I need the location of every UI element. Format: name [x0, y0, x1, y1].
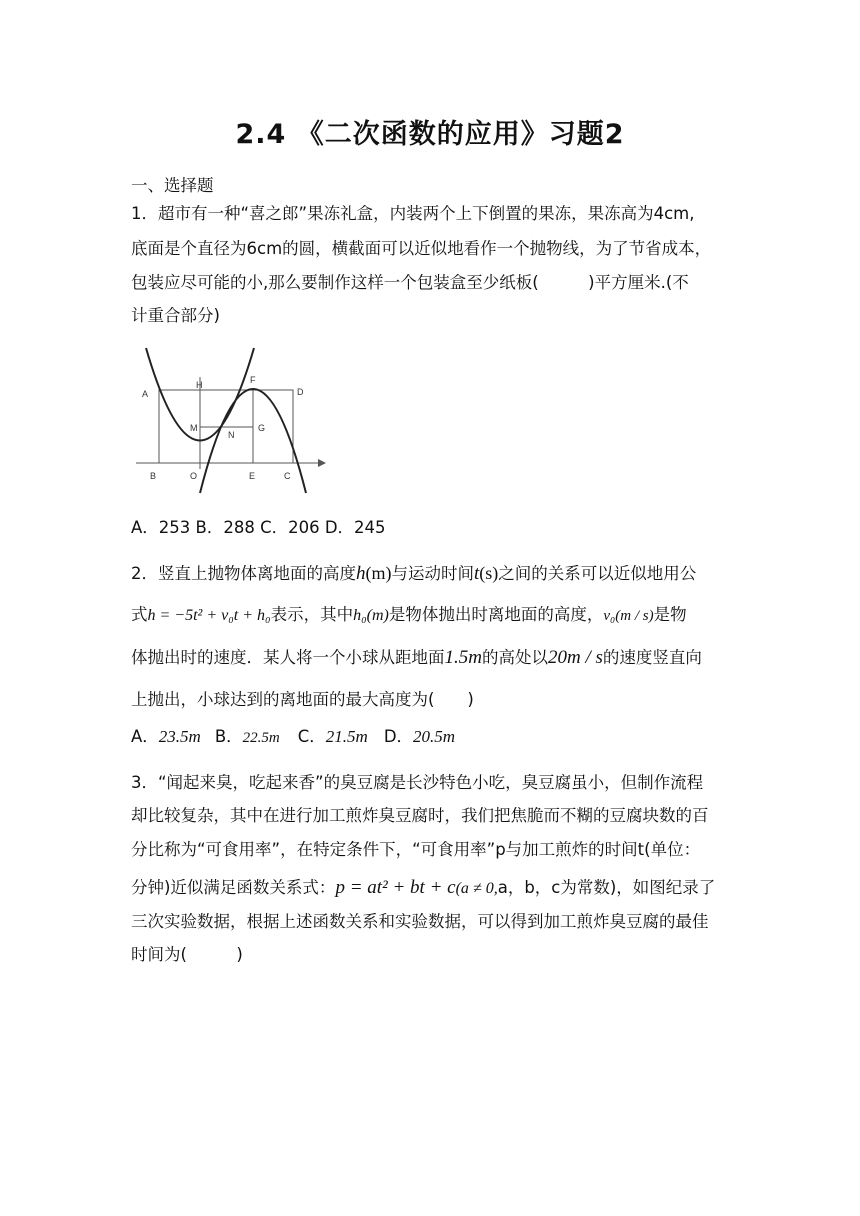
- q3-line-1: 3．“闻起来臭，吃起来香”的臭豆腐是长沙特色小吃，臭豆腐虽小，但制作流程: [131, 773, 704, 792]
- q2-text: 与运动时间: [391, 564, 474, 583]
- q2-line-3: [131, 648, 702, 668]
- q2-value-height: 1.5m: [444, 647, 482, 668]
- q2-line-2: [131, 605, 687, 626]
- q2-line-1: [131, 563, 696, 584]
- label-d: D: [297, 387, 304, 397]
- q2-v0: v₀(m / s): [603, 608, 654, 624]
- q2-text: 式: [131, 605, 148, 624]
- q3-condition: (a ≠ 0,: [455, 880, 498, 897]
- q2-text: 的速度竖直向: [602, 648, 702, 667]
- q3-line-5: 三次实验数据，根据上述函数关系和实验数据，可以得到加工煎炸臭豆腐的最佳: [131, 912, 709, 931]
- q3-text: 分钟)近似满足函数关系式：: [131, 878, 336, 897]
- q1-options: A．253 B．288 C．206 D．245: [131, 518, 386, 537]
- q2-text: 2．竖直上抛物体离地面的高度: [131, 564, 356, 583]
- q1-line-1: 1．超市有一种“喜之郎”果冻礼盒，内装两个上下倒置的果冻，果冻高为4cm,: [131, 204, 695, 223]
- q2-option-a-value: 23.5m: [158, 727, 201, 746]
- q2-symbol-h: h: [356, 563, 366, 584]
- q3-line-3: 分比称为“可食用率”，在特定条件下，“可食用率”p与加工煎炸的时间t(单位：: [131, 840, 701, 859]
- q2-line-4: 上抛出，小球达到的离地面的最大高度为( ): [131, 690, 474, 709]
- jelly-box-parabola-figure: [136, 345, 326, 495]
- q2-option-a-label: A．: [131, 727, 159, 746]
- q1-line-2: 底面是个直径为6cm的圆，横截面可以近似地看作一个抛物线，为了节省成本，: [131, 239, 712, 258]
- q2-option-d-label: D．: [383, 727, 414, 746]
- page-title: 2.4 《二次函数的应用》习题2: [235, 119, 625, 150]
- section-heading: 一、选择题: [131, 176, 214, 195]
- q1-line-3: 包装应尽可能的小,那么要制作这样一个包装盒至少纸板( )平方厘米.(不: [131, 273, 689, 292]
- q3-line-2: 却比较复杂，其中在进行加工煎炸臭豆腐时，我们把焦脆而不糊的豆腐块数的百: [131, 806, 709, 825]
- q2-option-b-value: 22.5m: [242, 730, 280, 746]
- label-n: N: [228, 430, 235, 440]
- q2-text: 是物体抛出时离地面的高度，: [388, 605, 604, 624]
- q2-symbol-t: t: [474, 563, 480, 584]
- q2-option-d-value: 20.5m: [413, 727, 456, 746]
- q3-line-4: [131, 878, 715, 899]
- q2-text: 体抛出时的速度．某人将一个小球从距地面: [131, 648, 445, 667]
- q2-unit-s: (s): [479, 563, 499, 583]
- label-c: C: [284, 471, 291, 481]
- q2-h0: h₀(m): [353, 607, 389, 624]
- q2-options: [131, 727, 455, 748]
- x-axis-arrow: [318, 459, 326, 467]
- label-b: B: [150, 471, 157, 481]
- q3-formula: p = at² + bt + c: [335, 877, 456, 898]
- q2-option-c-label: C．: [297, 727, 326, 746]
- label-f: F: [250, 375, 256, 385]
- q2-text: 的高处以: [481, 648, 548, 667]
- q2-option-b-label: B．: [214, 727, 243, 746]
- q2-unit-m: (m): [365, 563, 392, 583]
- q3-line-6: 时间为( ): [131, 945, 243, 964]
- q1-line-4: 计重合部分): [131, 306, 220, 325]
- q2-option-c-value: 21.5m: [325, 727, 368, 746]
- label-g: G: [258, 423, 266, 433]
- q2-formula: h = −5t² + v₀t + h₀: [147, 607, 271, 624]
- label-a: A: [142, 389, 149, 399]
- label-o: O: [190, 471, 198, 481]
- q3-text: a，b，c为常数)，如图纪录了: [497, 878, 716, 897]
- label-e: E: [249, 471, 256, 481]
- q2-value-speed: 20m / s: [547, 647, 603, 668]
- q2-text: 之间的关系可以近似地用公: [498, 564, 697, 583]
- q2-text: 表示，其中: [270, 605, 354, 624]
- label-m: M: [190, 423, 198, 433]
- label-h: H: [196, 380, 203, 390]
- q2-text: 是物: [653, 605, 687, 624]
